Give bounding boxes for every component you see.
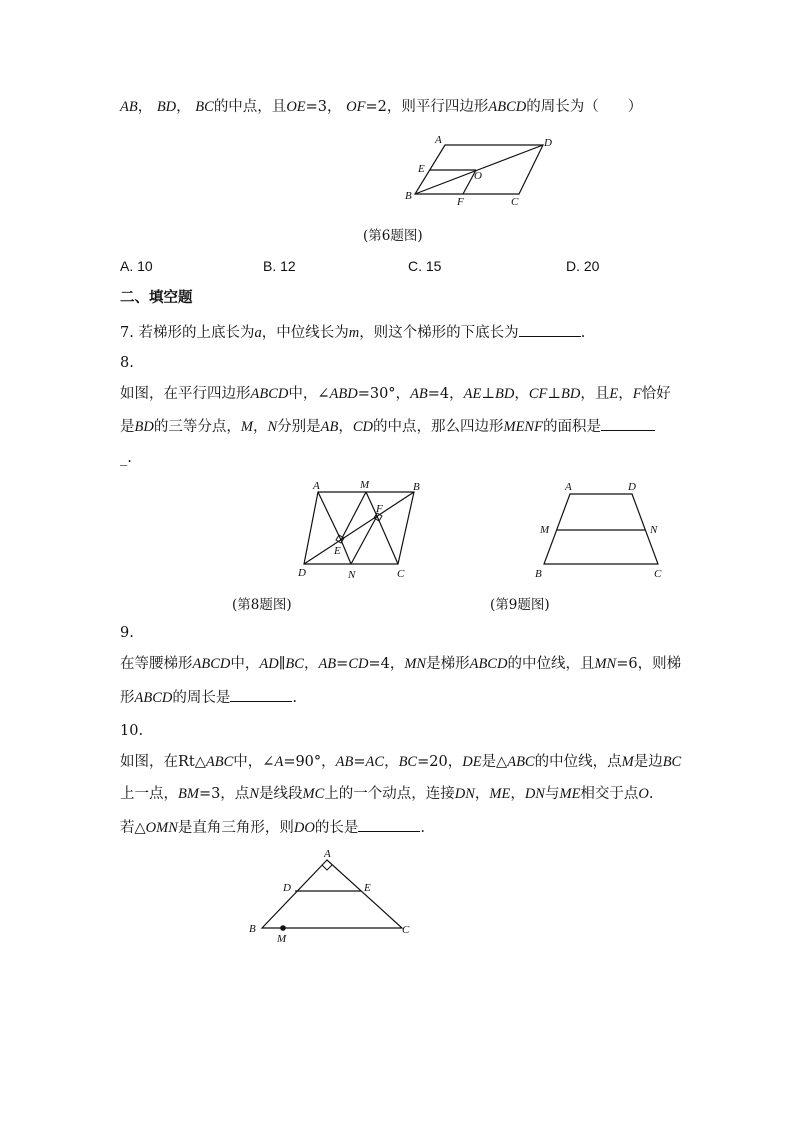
q10-var: BM <box>178 786 199 802</box>
q9-text: ， <box>303 656 319 672</box>
q8-text: =4， <box>427 386 464 402</box>
q9-label-d: D <box>628 481 636 493</box>
q8-label-d: D <box>298 567 306 579</box>
q8-var: CF <box>528 386 548 402</box>
q10-text: 是直角三角形，则 <box>177 820 294 836</box>
q9-text: 在等腰梯形 <box>120 656 193 672</box>
q10-text: 的中位线，点 <box>534 754 622 770</box>
q6-caption: (第6题图) <box>363 228 423 244</box>
q8-text: ， <box>618 386 633 402</box>
q8-var: AE <box>463 386 482 402</box>
q8-segment-nf <box>351 516 377 564</box>
q10-var: AC <box>365 754 385 770</box>
q9-var: ABCD <box>134 690 173 706</box>
q10-var: M <box>621 754 634 770</box>
q6-option-d: D. 20 <box>566 258 600 274</box>
q10-label-e: E <box>364 882 371 894</box>
q10-text: =20， <box>417 754 463 770</box>
q10-triangle-abc <box>262 860 402 928</box>
q8-label-a: A <box>313 480 320 492</box>
q6-seg-bd: BD <box>156 99 177 115</box>
q8-segment-ne <box>341 540 351 564</box>
q9-label-m: M <box>540 524 550 536</box>
q8-label-n: N <box>348 569 356 581</box>
q10-text: ， <box>510 786 525 802</box>
q10-text: ， <box>474 786 490 802</box>
q9-line1 <box>120 654 681 674</box>
q9-text: 形 <box>120 690 135 706</box>
q9-figure <box>530 478 670 583</box>
q6-label-f: F <box>457 196 464 208</box>
q8-text: 如图，在平行四边形 <box>120 386 251 402</box>
q10-text: ， <box>384 754 399 770</box>
q10-label-c: C <box>402 924 410 936</box>
q9-var: BC <box>285 656 304 672</box>
q9-var: AD <box>259 656 279 672</box>
q10-var: BC <box>662 754 682 770</box>
q8-answer-blank[interactable] <box>601 416 655 431</box>
q8-label-m: M <box>360 479 370 491</box>
q10-text: =90°， <box>283 754 336 770</box>
q8-text: 是 <box>120 419 135 435</box>
q10-text: 是边 <box>633 754 663 770</box>
q8-var: E <box>609 386 619 402</box>
q10-var: ME <box>559 786 581 802</box>
q6-text: 的中点，且 <box>213 99 287 115</box>
q9-text: =4， <box>368 656 405 672</box>
q9-label-b: B <box>535 568 542 580</box>
q9-answer-blank[interactable] <box>230 687 292 702</box>
q8-var: AB <box>320 419 339 435</box>
q10-label-b: B <box>249 923 256 935</box>
q7-number: 7. <box>120 325 134 341</box>
q10-figure <box>245 845 420 945</box>
q8-var: BD <box>134 419 154 435</box>
q10-text: 相交于点 <box>580 786 639 802</box>
q6-text: 的周长为（ ） <box>526 99 643 115</box>
q10-right-angle-a <box>322 865 332 870</box>
q10-var: DN <box>454 786 475 802</box>
q6-text: =3， <box>305 99 342 115</box>
q8-text: ⊥ <box>547 386 562 402</box>
q9-text: 的中位线，且 <box>507 656 595 672</box>
q8-line1 <box>120 384 671 404</box>
q10-var: ABC <box>507 754 535 770</box>
q10-text: =3，点 <box>198 786 250 802</box>
q9-var: CD <box>348 656 369 672</box>
q9-var: MN <box>404 656 427 672</box>
q6-text: =2，则平行四边形 <box>365 99 489 115</box>
q8-text: =30°， <box>357 386 411 402</box>
q10-var: ME <box>489 786 511 802</box>
q8-text: 分别是 <box>277 419 321 435</box>
q8-text: ， <box>338 419 353 435</box>
q9-label-n: N <box>650 524 658 536</box>
q10-line2 <box>120 784 654 804</box>
q8-var: N <box>267 419 278 435</box>
q9-text: 是梯形 <box>426 656 470 672</box>
q7-text: ，中位线长为 <box>261 325 349 341</box>
q7-text: ，则这个梯形的下底长为 <box>359 325 519 341</box>
q6-seg-ab: AB <box>120 99 138 115</box>
q6-stem: AB， BD， BC的中点，且OE=3， OF=2，则平行四边形ABCD的周长为（ ） <box>120 99 643 115</box>
q8-line2 <box>120 416 655 437</box>
q10-label-d: D <box>283 882 291 894</box>
q9-number: 9. <box>120 625 134 641</box>
q9-trapezoid <box>544 494 658 564</box>
q6-seg-bc: BC <box>195 99 214 115</box>
q8-number: 8. <box>120 355 134 371</box>
q8-text: 的面积是 <box>542 419 601 435</box>
q10-end: . <box>420 820 425 836</box>
q8-label-f: F <box>376 503 383 515</box>
q6-abcd: ABCD <box>488 99 527 115</box>
q9-line2 <box>120 687 297 708</box>
q10-text: 若△ <box>120 820 146 836</box>
q8-segment-cf <box>377 516 398 564</box>
q10-text: = <box>353 754 366 770</box>
q6-label-a: A <box>435 134 442 146</box>
q8-var: AB <box>410 386 428 402</box>
q10-line1 <box>120 752 681 772</box>
q6-option-c: C. 15 <box>408 258 442 274</box>
q8-segment-me <box>341 492 366 540</box>
q8-text: 的三等分点， <box>153 419 241 435</box>
q9-text: 中， <box>230 656 260 672</box>
q8-var: ABCD <box>250 386 289 402</box>
q7-var-a: a <box>254 325 262 341</box>
q10-var: ABC <box>205 754 234 770</box>
q9-text: ∥ <box>278 656 286 672</box>
q9-label-a: A <box>565 481 572 493</box>
q10-number: 10. <box>120 723 144 739</box>
q10-var: BC <box>398 754 418 770</box>
q7-var-m: m <box>348 325 360 341</box>
section-heading: 二、填空题 <box>120 290 193 306</box>
q8-var: MENF <box>503 419 543 435</box>
q8-var: ABD <box>329 386 358 402</box>
q10-line3 <box>120 817 425 838</box>
q6-label-d: D <box>544 137 552 149</box>
q8-text: 的中点，那么四边形 <box>372 419 504 435</box>
q10-text: 的长是 <box>314 820 359 836</box>
q6-option-b: B. 12 <box>263 258 296 274</box>
q10-label-m: M <box>277 933 287 945</box>
q8-label-b: B <box>413 481 420 493</box>
q8-label-c: C <box>397 568 405 580</box>
q8-text: ⊥ <box>481 386 496 402</box>
q6-oe: OE <box>286 99 306 115</box>
q7-stem <box>120 322 585 343</box>
q10-var: OMN <box>145 820 178 836</box>
q9-var: AB <box>318 656 337 672</box>
q9-caption: (第9题图) <box>490 597 550 613</box>
q9-var: MN <box>594 656 617 672</box>
q7-text: 若梯形的上底长为 <box>138 325 255 341</box>
q10-var: O <box>638 786 649 802</box>
q8-text: ， <box>252 419 268 435</box>
q9-label-c: C <box>654 568 662 580</box>
q6-figure <box>395 135 565 210</box>
q9-var: ABCD <box>469 656 508 672</box>
q10-var: DN <box>524 786 545 802</box>
q7-end: . <box>580 325 586 341</box>
q9-text: =6，则梯 <box>616 656 682 672</box>
q10-text: 是△ <box>481 754 508 770</box>
q10-answer-blank[interactable] <box>358 817 420 832</box>
q6-label-e: E <box>418 163 425 175</box>
q8-var: M <box>240 419 253 435</box>
q9-text: 的周长是 <box>172 690 231 706</box>
q10-var: MC <box>302 786 325 802</box>
q8-caption: (第8题图) <box>232 597 292 613</box>
q8-var: BD <box>495 386 515 402</box>
q6-of: OF <box>346 99 366 115</box>
q10-var: DE <box>462 754 482 770</box>
q10-text: 如图，在Rt△ <box>120 754 206 770</box>
q6-option-a: A. 10 <box>120 258 153 274</box>
q8-var: F <box>632 386 642 402</box>
q10-var: DO <box>293 820 315 836</box>
q8-text: 中，∠ <box>288 386 330 402</box>
q8-text: 恰好 <box>641 386 671 402</box>
q10-text: 上一点， <box>120 786 178 802</box>
q9-text: = <box>336 656 349 672</box>
q8-text: ， <box>514 386 529 402</box>
q10-label-a: A <box>324 848 331 860</box>
q6-label-c: C <box>511 196 519 208</box>
q8-diagonal-bd <box>304 492 414 564</box>
q8-figure <box>290 478 430 583</box>
q8-var: BD <box>561 386 581 402</box>
q10-text: 上的一个动点，连接 <box>324 786 455 802</box>
q8-line3: _. <box>120 450 132 466</box>
q10-text: . <box>648 786 654 802</box>
q10-point-m <box>280 925 286 931</box>
q7-answer-blank[interactable] <box>519 322 581 337</box>
q8-label-e: E <box>334 545 341 557</box>
q6-label-b: B <box>405 190 412 202</box>
q10-var: A <box>274 754 284 770</box>
q10-var: N <box>249 786 259 802</box>
q8-var: CD <box>352 419 373 435</box>
q8-text: ，且 <box>580 386 610 402</box>
q8-segment-ae <box>318 492 341 540</box>
q6-label-o: O <box>474 170 482 182</box>
q10-text: 与 <box>544 786 560 802</box>
q9-end: . <box>292 690 297 706</box>
q10-text: 中，∠ <box>233 754 275 770</box>
q9-var: ABCD <box>192 656 231 672</box>
q10-var: AB <box>335 754 354 770</box>
q10-text: 是线段 <box>258 786 303 802</box>
